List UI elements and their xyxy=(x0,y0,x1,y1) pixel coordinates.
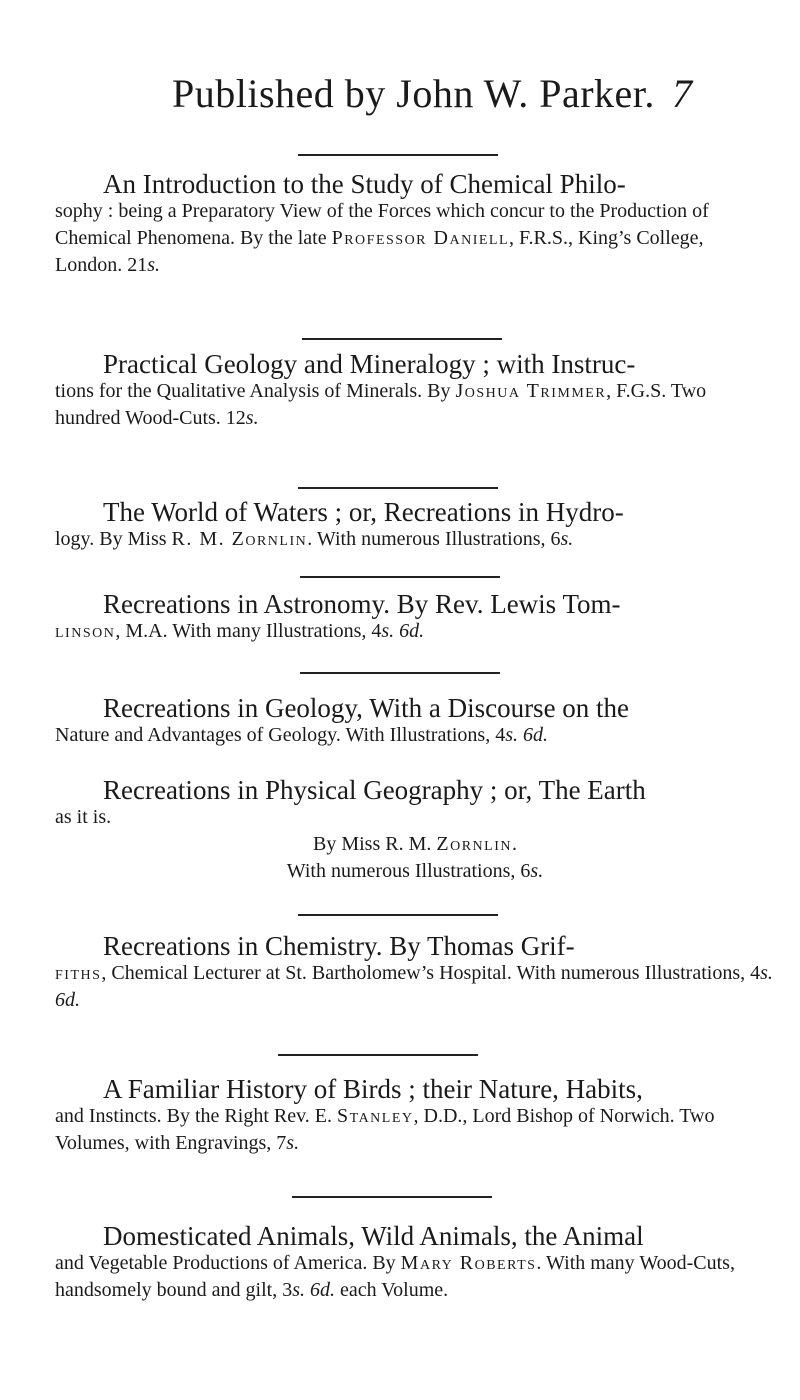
entry-description: Nature and Advantages of Geology. With Illustrations, 4s. 6d. xyxy=(55,724,549,747)
entry-author: Joshua Trimmer xyxy=(455,380,607,403)
page-header xyxy=(172,70,692,117)
entry-author: Mary Roberts xyxy=(400,1252,537,1275)
entry-description: tions for the Qualitative Analysis of Minerals. By Joshua Trimmer, F.G.S. Two hundred Wood-Cuts. 12s. xyxy=(55,380,707,429)
entry-description: sophy : being a Preparatory View of the Forces which concur to the Production of Chemical Phenomena. By the late Professor Daniell, F.R.S., King’s College, London. 21s. xyxy=(55,200,709,276)
publisher-header: Published by John W. Parker. xyxy=(172,71,655,116)
divider-rule xyxy=(300,576,500,578)
catalogue-entry xyxy=(55,694,775,749)
entry-title: Recreations in Physical Geography ; or, The Earth xyxy=(103,775,646,805)
catalogue-entry xyxy=(55,1222,775,1304)
entry-author: Professor Daniell xyxy=(331,226,510,249)
entry-description: linson, M.A. With many Illustrations, 4s. 6d. xyxy=(55,620,425,643)
entry-description: as it is. xyxy=(55,806,112,829)
catalogue-entry xyxy=(55,932,775,1014)
divider-rule xyxy=(298,914,498,916)
entry-title: Recreations in Astronomy. By Rev. Lewis Tom- xyxy=(103,589,621,619)
catalogue-entry xyxy=(55,498,775,553)
entry-title: An Introduction to the Study of Chemical Philo- xyxy=(103,169,626,199)
entry-price-unit: s. 6d. xyxy=(55,962,773,1011)
divider-rule xyxy=(298,487,498,489)
divider-rule xyxy=(302,338,502,340)
entry-author: R. M. Zornlin xyxy=(171,528,308,551)
divider-rule xyxy=(300,672,500,674)
entry-author: fiths xyxy=(55,962,102,985)
catalogue-entry xyxy=(55,776,775,884)
entry-author: Zornlin xyxy=(436,832,512,855)
catalogue-entry xyxy=(55,590,775,645)
entry-price-unit: s. 6d. xyxy=(381,620,425,643)
catalogue-entry xyxy=(55,170,775,278)
entry-title: A Familiar History of Birds ; their Nature, Habits, xyxy=(103,1074,643,1104)
entry-price-unit: s. 6d. xyxy=(292,1278,335,1301)
entry-illustrations: With numerous Illustrations, 6s. xyxy=(286,859,544,882)
entry-title: Recreations in Geology, With a Discourse on the xyxy=(103,693,630,723)
catalogue-entry xyxy=(55,1075,775,1157)
entry-price-unit: s. xyxy=(560,528,574,551)
entry-description: logy. By Miss R. M. Zornlin. With numerous Illustrations, 6s. xyxy=(55,528,574,551)
entry-title: Recreations in Chemistry. By Thomas Grif- xyxy=(103,931,575,961)
entry-author: linson xyxy=(55,620,116,643)
divider-rule xyxy=(278,1054,478,1056)
entry-title: The World of Waters ; or, Recreations in Hydro- xyxy=(103,497,624,527)
divider-rule xyxy=(298,154,498,156)
page-number: 7 xyxy=(672,71,692,116)
entry-title: Practical Geology and Mineralogy ; with Instruc- xyxy=(103,349,636,379)
entry-price-unit: s. xyxy=(245,406,259,429)
divider-rule xyxy=(292,1196,492,1198)
entry-description: and Vegetable Productions of America. By Mary Roberts. With many Wood-Cuts, handsomely bound and gilt, 3s. 6d. each Volume. xyxy=(55,1252,735,1301)
entry-description: and Instincts. By the Right Rev. E. Stanley, D.D., Lord Bishop of Norwich. Two Volumes, with Engravings, 7s. xyxy=(55,1105,715,1154)
entry-price-unit: s. xyxy=(530,859,544,882)
entry-author-line: By Miss R. M. Zornlin. xyxy=(313,832,517,855)
entry-price-unit: s. xyxy=(286,1131,300,1154)
entry-author: Stanley xyxy=(337,1105,414,1128)
entry-title: Domesticated Animals, Wild Animals, the Animal xyxy=(103,1221,644,1251)
entry-price-unit: s. xyxy=(147,253,161,276)
catalogue-entry xyxy=(55,350,775,432)
entry-price-unit: s. 6d. xyxy=(505,724,549,747)
entry-description: fiths, Chemical Lecturer at St. Bartholomew’s Hospital. With numerous Illustrations, 4s. 6d. xyxy=(55,962,773,1011)
